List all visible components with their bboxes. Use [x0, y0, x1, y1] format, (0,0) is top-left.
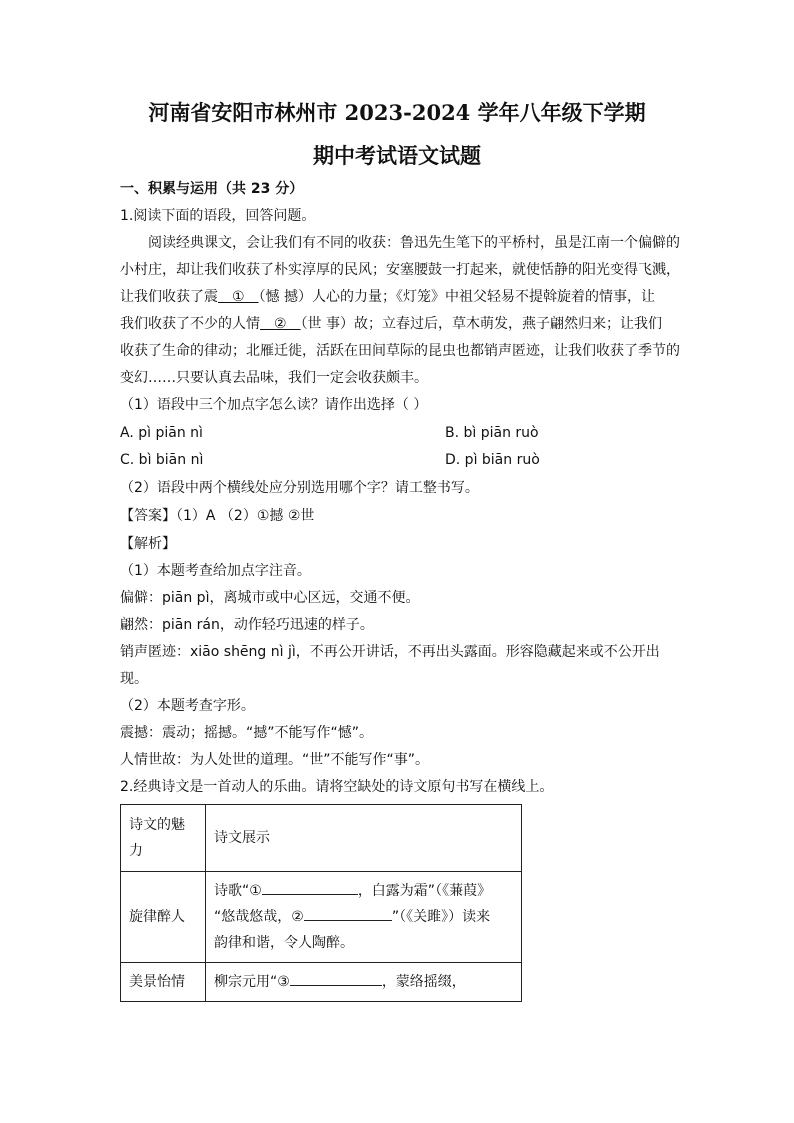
blank-1: ①	[218, 289, 259, 305]
analysis-line: 销声匿迹：xiāo shēng nì jì，不再公开讲话，不再出头露面。形容隐藏起来或不公开出	[120, 644, 660, 660]
analysis-line: 现。	[120, 671, 148, 687]
question-2-stem: 2.经典诗文是一首动人的乐曲。请将空缺处的诗文原句书写在横线上。	[120, 779, 554, 795]
table-cell: 旋律醉人	[121, 872, 206, 963]
passage-text: 让我们收获了震	[120, 289, 218, 305]
table-header-cell: 诗文展示	[206, 805, 522, 872]
table-header-cell: 诗文的魅力	[121, 805, 206, 872]
cell-text: ，蒙络摇缀，	[381, 974, 466, 990]
table-row	[121, 963, 522, 1002]
table-row	[121, 872, 522, 963]
analysis-line: 偏僻：piān pì，离城市或中心区远，交通不便。	[120, 590, 420, 606]
cell-text: ，白露为霜”（《蒹葭》	[357, 883, 492, 899]
fill-blank-2[interactable]	[304, 904, 392, 921]
table-cell: 美景怡情	[121, 963, 206, 1002]
sub-question-2: （2）语段中两个横线处应分别选用哪个字？请工整书写。	[120, 480, 479, 496]
passage-line: 收获了生命的律动；北雁迁徙，活跃在田间草际的昆虫也都销声匿迹，让我们收获了季节的	[120, 343, 680, 359]
passage-text: （世 事）故；立春过后，草木萌发，燕子翩然归来；让我们	[300, 316, 663, 332]
analysis-line: （1）本题考查给加点字注音。	[120, 563, 311, 579]
table-cell-line: 韵律和谐，令人陶醉。	[214, 935, 354, 951]
passage-text: （憾 撼）人心的力量；《灯笼》中祖父轻易不提斡旋着的情事，让	[258, 289, 656, 305]
table-cell	[206, 963, 522, 1002]
analysis-line: （2）本题考查字形。	[120, 698, 255, 714]
passage-line	[120, 288, 655, 306]
passage-line: 小村庄，却让我们收获了朴实淳厚的民风；安塞腰鼓一打起来，就使恬静的阳光变得飞溅，	[120, 262, 680, 278]
passage-line: 阅读经典课文，会让我们有不同的收获：鲁迅先生笔下的平桥村，虽是江南一个偏僻的	[148, 235, 680, 251]
table-cell-line	[214, 904, 513, 930]
passage-line	[120, 315, 662, 333]
analysis-line: 翩然：piān rán，动作轻巧迅速的样子。	[120, 617, 374, 633]
option-d: D. pì biān ruò	[445, 452, 540, 468]
blank-2: ②	[260, 316, 301, 332]
exam-title-line2: 期中考试语文试题	[313, 143, 481, 168]
cell-text: 柳宗元用“③	[214, 974, 290, 990]
option-c: C. bì biān nì	[120, 452, 204, 468]
fill-blank-3[interactable]	[290, 969, 382, 986]
poetry-table	[120, 804, 522, 1002]
passage-line: 变幻……只要认真去品味，我们一定会收获颇丰。	[120, 370, 428, 386]
table-cell	[206, 872, 522, 963]
table-cell-line	[214, 878, 513, 904]
sub-question-1: （1）语段中三个加点字怎么读？请作出选择（ ）	[120, 397, 428, 413]
option-b: B. bì piān ruò	[445, 425, 539, 441]
fill-blank-1[interactable]	[262, 878, 358, 895]
option-a: A. pì piān nì	[120, 425, 203, 441]
answer-line: 【答案】（1）A （2）①撼 ②世	[120, 508, 315, 524]
exam-title-line1: 河南省安阳市林州市 2023-2024 学年八年级下学期	[148, 100, 646, 125]
table-row	[121, 805, 522, 872]
cell-text: 诗歌“①	[214, 883, 262, 899]
analysis-line: 震撼：震动；摇撼。“撼”不能写作“憾”。	[120, 725, 374, 741]
analysis-heading: 【解析】	[120, 536, 176, 552]
cell-text: “悠哉悠哉，②	[214, 909, 304, 925]
section-heading: 一、积累与运用（共 23 分）	[120, 181, 304, 197]
question-1-stem: 1.阅读下面的语段，回答问题。	[120, 208, 316, 224]
passage-text: 我们收获了不少的人情	[120, 316, 260, 332]
cell-text: ”（《关雎》）读来	[391, 909, 491, 925]
analysis-line: 人情世故：为人处世的道理。“世”不能写作“事”。	[120, 752, 430, 768]
